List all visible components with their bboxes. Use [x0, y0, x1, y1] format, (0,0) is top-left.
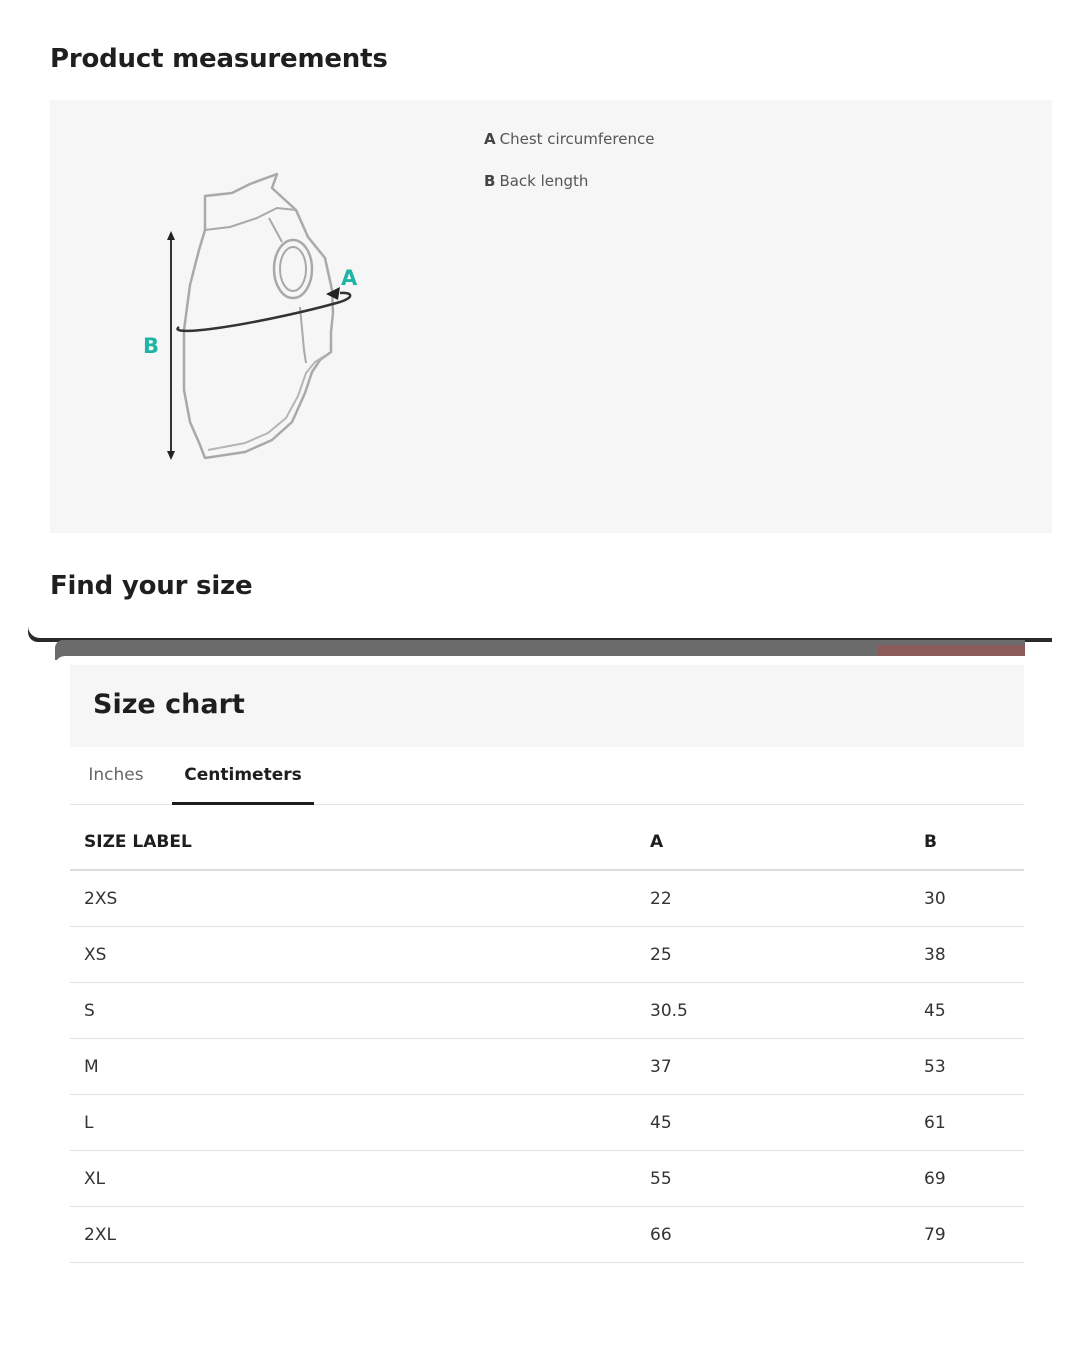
- measurements-panel: [50, 100, 1052, 533]
- column-header-a: A: [636, 814, 910, 870]
- garment-armhole-inner: [280, 247, 306, 291]
- table-row: [70, 1039, 1024, 1095]
- b-cell: 38: [910, 927, 1024, 983]
- size-chart-sheet: [55, 656, 1045, 1350]
- legend-text: Chest circumference: [499, 130, 655, 148]
- unit-tabs: [70, 748, 1024, 805]
- back-length-arrow-bottom: [167, 451, 175, 460]
- product-measurements-title: Product measurements: [50, 44, 388, 74]
- garment-side-seam: [269, 218, 306, 363]
- tab-centimeters[interactable]: Centimeters: [172, 748, 314, 805]
- size-cell: S: [70, 983, 636, 1039]
- b-cell: 79: [910, 1207, 1024, 1263]
- tab-inches[interactable]: Inches: [88, 765, 144, 785]
- size-cell: XS: [70, 927, 636, 983]
- garment-collar-seam: [205, 208, 296, 230]
- a-cell: 55: [636, 1151, 910, 1207]
- garment-hem: [208, 355, 326, 450]
- find-your-size-title: Find your size: [50, 571, 253, 601]
- table-header-row: [70, 814, 1024, 870]
- size-chart-title: Size chart: [93, 689, 245, 720]
- legend-text: Back length: [499, 172, 589, 190]
- table-row: [70, 927, 1024, 983]
- back-length-arrow-top: [167, 231, 175, 240]
- chest-circumference-line: [177, 293, 350, 331]
- b-cell: 61: [910, 1095, 1024, 1151]
- a-cell: 45: [636, 1095, 910, 1151]
- a-cell: 37: [636, 1039, 910, 1095]
- a-cell: 25: [636, 927, 910, 983]
- a-cell: 66: [636, 1207, 910, 1263]
- background-modal-surface: [28, 612, 1052, 638]
- legend-item-chest: [484, 130, 654, 148]
- legend-key: A: [484, 130, 496, 148]
- size-table: [70, 814, 1024, 1263]
- legend-key: B: [484, 172, 496, 190]
- size-cell: M: [70, 1039, 636, 1095]
- b-cell: 30: [910, 870, 1024, 927]
- column-header-size-label: SIZE LABEL: [70, 814, 636, 870]
- diagram-label-a: A: [341, 266, 358, 290]
- column-header-b: B: [910, 814, 1024, 870]
- b-cell: 53: [910, 1039, 1024, 1095]
- size-cell: L: [70, 1095, 636, 1151]
- size-chart-header: [70, 665, 1024, 747]
- size-cell: 2XL: [70, 1207, 636, 1263]
- b-cell: 45: [910, 983, 1024, 1039]
- table-row: [70, 870, 1024, 927]
- a-cell: 30.5: [636, 983, 910, 1039]
- size-cell: 2XS: [70, 870, 636, 927]
- size-cell: XL: [70, 1151, 636, 1207]
- diagram-label-b: B: [143, 334, 160, 358]
- legend-item-back: [484, 172, 654, 190]
- table-row: [70, 1095, 1024, 1151]
- table-row: [70, 1207, 1024, 1263]
- table-row: [70, 1151, 1024, 1207]
- table-row: [70, 983, 1024, 1039]
- a-cell: 22: [636, 870, 910, 927]
- measurement-legend: [484, 130, 654, 214]
- b-cell: 69: [910, 1151, 1024, 1207]
